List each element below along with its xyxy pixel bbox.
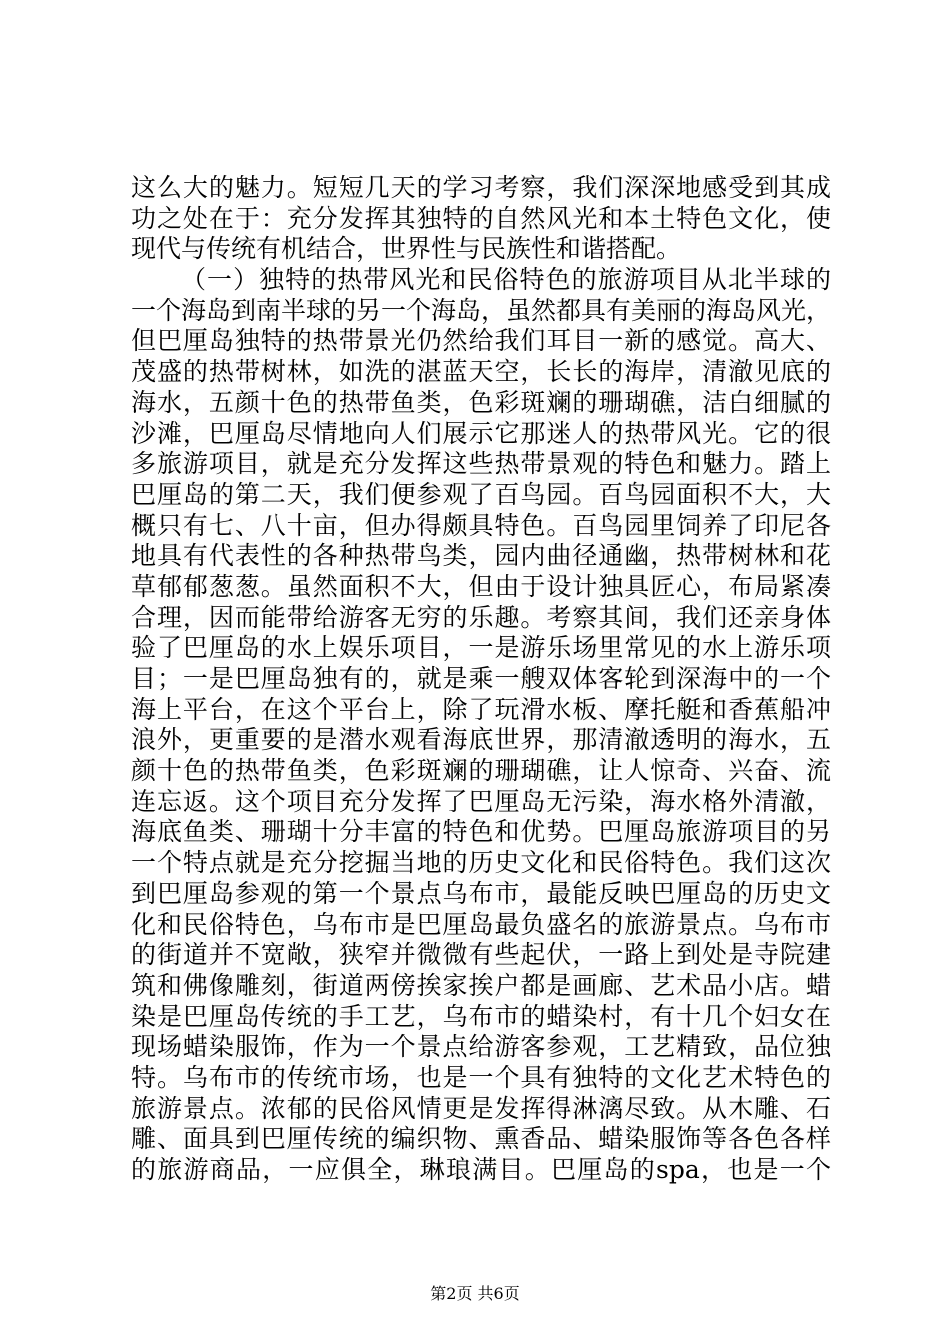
text-line: 的街道并不宽敞，狭窄并微微有些起伏，一路上到处是寺院建: [131, 940, 831, 970]
text-line: 连忘返。这个项目充分发挥了巴厘岛无污染，海水格外清澈，: [131, 786, 831, 816]
text-line: 筑和佛像雕刻，街道两傍挨家挨户都是画廊、艺术品小店。蜡: [131, 970, 831, 1000]
text-line: 验了巴厘岛的水上娱乐项目，一是游乐场里常见的水上游乐项: [131, 633, 831, 663]
text-line: 合理，因而能带给游客无穷的乐趣。考察其间，我们还亲身体: [131, 602, 831, 632]
text-line: 现代与传统有机结合，世界性与民族性和谐搭配。: [131, 234, 682, 264]
text-line: 颜十色的热带鱼类，色彩斑斓的珊瑚礁，让人惊奇、兴奋、流: [131, 756, 831, 786]
text-line: 概只有七、八十亩，但办得颇具特色。百鸟园里饲养了印尼各: [131, 510, 831, 540]
text-line: 旅游景点。浓郁的民俗风情更是发挥得淋漓尽致。从木雕、石: [131, 1093, 831, 1123]
text-line: 巴厘岛的第二天，我们便参观了百鸟园。百鸟园面积不大，大: [131, 479, 831, 509]
text-line: 但巴厘岛独特的热带景光仍然给我们耳目一新的感觉。高大、: [131, 326, 831, 356]
text-line: 海底鱼类、珊瑚十分丰富的特色和优势。巴厘岛旅游项目的另: [131, 817, 831, 847]
text-line: 这么大的魅力。短短几天的学习考察，我们深深地感受到其成: [131, 173, 831, 202]
paragraph-start-line: （一）独特的热带风光和民俗特色的旅游项目从北半球的: [181, 265, 831, 295]
document-body: [131, 173, 831, 1186]
text-line: 功之处在于：充分发挥其独特的自然风光和本土特色文化，使: [131, 203, 831, 233]
text-line: 浪外，更重要的是潜水观看海底世界，那清澈透明的海水，五: [131, 725, 831, 755]
text-line: 海水，五颜十色的热带鱼类，色彩斑斓的珊瑚礁，洁白细腻的: [131, 387, 831, 417]
text-line: 染是巴厘岛传统的手工艺，乌布市的蜡染村，有十几个妇女在: [131, 1001, 831, 1031]
text-line: 海上平台，在这个平台上，除了玩滑水板、摩托艇和香蕉船冲: [131, 694, 831, 724]
text-line: 地具有代表性的各种热带鸟类，园内曲径通幽，热带树林和花: [131, 541, 831, 571]
text-line: 目；一是巴厘岛独有的，就是乘一艘双体客轮到深海中的一个: [131, 664, 831, 693]
text-line: 草郁郁葱葱。虽然面积不大，但由于设计独具匠心，布局紧凑: [131, 571, 831, 601]
text-line: 特。乌布市的传统市场，也是一个具有独特的文化艺术特色的: [131, 1062, 831, 1092]
text-line: 到巴厘岛参观的第一个景点乌布市，最能反映巴厘岛的历史文: [131, 878, 831, 908]
text-line: 一个海岛到南半球的另一个海岛，虽然都具有美丽的海岛风光，: [131, 295, 832, 325]
text-line: 现场蜡染服饰，作为一个景点给游客参观，工艺精致，品位独: [131, 1032, 831, 1062]
text-line: 化和民俗特色，乌布市是巴厘岛最负盛名的旅游景点。乌布市: [131, 909, 831, 939]
text-line: 茂盛的热带树林，如洗的湛蓝天空，长长的海岸，清澈见底的: [131, 357, 831, 387]
text-line: 多旅游项目，就是充分发挥这些热带景观的特色和魅力。踏上: [131, 449, 831, 479]
text-line: 雕、面具到巴厘传统的编织物、熏香品、蜡染服饰等各色各样: [131, 1124, 831, 1154]
text-line: 沙滩，巴厘岛尽情地向人们展示它那迷人的热带风光。它的很: [131, 418, 831, 448]
page-footer: 第2页 共6页: [430, 1284, 520, 1303]
text-line: 一个特点就是充分挖掘当地的历史文化和民俗特色。我们这次: [131, 848, 831, 878]
text-line: 的旅游商品，一应俱全，琳琅满目。巴厘岛的spa，也是一个: [131, 1155, 831, 1184]
